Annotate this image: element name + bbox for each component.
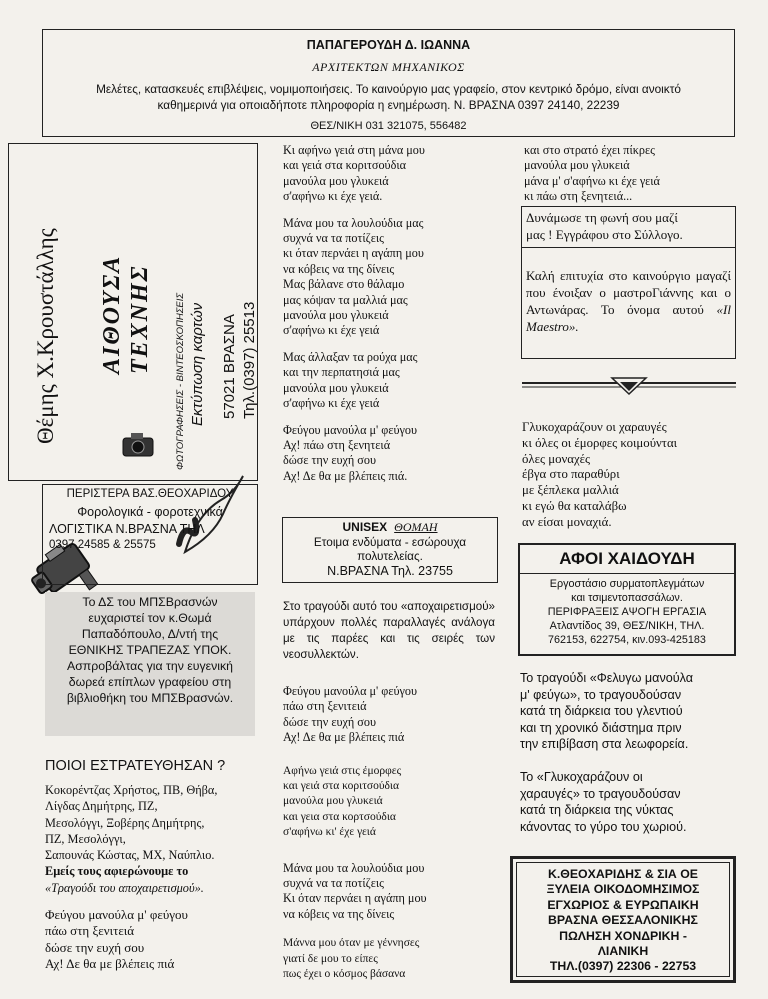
info-line: την επιβίβαση στα λεωφορεία. bbox=[520, 737, 689, 752]
song-line: και γεια στα κορτσούδια bbox=[283, 810, 396, 823]
theocharidis-line: ΛΙΑΝΙΚΗ bbox=[597, 944, 649, 959]
architect-ad bbox=[42, 29, 735, 137]
song-line: Μάνα μου τα λουλούδια μας bbox=[283, 215, 424, 230]
song-line: γιατί δε μου το είπες bbox=[283, 952, 378, 965]
membership-line-2: μας ! Εγγράφου στο Σύλλογο. bbox=[526, 227, 683, 242]
soldier-line: Λίγδας Δημήτρης, ΠΖ, bbox=[45, 799, 158, 814]
song-line: Αχ! πάω στη ξενητειά bbox=[283, 437, 391, 452]
dedication-line-1: Εμείς τους αφιερώνουμε το bbox=[45, 864, 189, 879]
soldiers-list bbox=[45, 782, 217, 896]
photo-studio-ad bbox=[8, 143, 258, 481]
haidoudi-line-5: 762153, 622754, κιν.093-425183 bbox=[548, 634, 706, 646]
membership-line-1: Δυνάμωσε τη φωνή σου μαζί bbox=[526, 210, 678, 225]
song-line: μανούλα μου γλυκειά bbox=[283, 173, 389, 188]
architect-description-2: καθημερινά για οποιαδήποτε πληροφορία η ενημέρωση. Ν. ΒΡΑΣΝΑ 0397 24140, 22239 bbox=[157, 98, 620, 112]
song-line: Φεύγου μανούλα μ' φεύγου bbox=[283, 684, 417, 698]
song-line: μάνα μ' σ'αφήνω κι έχε γειά bbox=[524, 173, 660, 188]
unisex-line-2: πολυτελείας. bbox=[357, 549, 423, 563]
soldiers-heading: ΠΟΙΟΙ ΕΣΤΡΑΤΕΥΘΗΣΑΝ ? bbox=[45, 758, 226, 774]
song-line: συχνά να τα ποτίζεις bbox=[283, 231, 384, 246]
song-line: Μας βάλανε στο θάλαμο bbox=[283, 277, 405, 292]
song-line: να κόβεις να της δίνεις bbox=[283, 906, 395, 921]
photo-address: 57021 ΒΡΑΣΝΑ bbox=[221, 314, 238, 419]
divider-arrow-icon bbox=[522, 374, 736, 396]
song-line: Μάνα μου τα λουλούδια μου bbox=[283, 860, 425, 875]
unisex-line-1: Ετοιμα ενδύματα - εσώρουχα bbox=[313, 535, 467, 549]
song-line: Αφήνω γειά στις έμορφες bbox=[283, 764, 402, 777]
hall-title-2: ΤΕΧΝΗΣ bbox=[127, 264, 153, 374]
poem-line: έβγα στο παραθύρι bbox=[522, 467, 620, 482]
haidoudi-line-1: Εργοστάσιο συρματοπλεγμάτων bbox=[549, 578, 705, 590]
accounting-ad bbox=[42, 484, 258, 585]
theocharidis-inner bbox=[516, 862, 730, 977]
poem-line: αν είσαι μοναχιά. bbox=[522, 514, 612, 529]
song-line: Αχ! Δε θα με βλέπεις πιά bbox=[283, 730, 405, 745]
haidoudi-title: ΑΦΟΙ ΧΑΙΔΟΥΔΗ bbox=[559, 549, 695, 568]
theocharidis-ad bbox=[510, 856, 736, 983]
info-line: και τη χρονικό διάστημα πριν bbox=[520, 720, 682, 735]
unisex-title-row bbox=[283, 520, 497, 535]
poem-line: με ξέπλεκα μαλλιά bbox=[522, 483, 619, 498]
theocharidis-line: ΠΩΛΗΣΗ ΧΟΝΔΡΙΚΗ - bbox=[559, 928, 687, 943]
song-line: συχνά να τα ποτίζεις bbox=[283, 876, 384, 891]
theocharidis-line: ΕΓΧΩΡΙΟΣ & ΕΥΡΩΠΑΙΚΗ bbox=[547, 897, 699, 912]
song-line: μανούλα μου γλυκειά bbox=[524, 158, 630, 173]
accounting-line: ΛΟΓΙΣΤΙΚΑ Ν.ΒΡΑΣΝΑ ΤΗΛ bbox=[49, 522, 205, 536]
haidoudi-line-2: και τσιμεντοπασσάλων. bbox=[571, 592, 683, 604]
architect-name: ΠΑΠΑΓΕΡΟΥΔΗ Δ. ΙΩΑΝΝΑ bbox=[306, 38, 471, 52]
farewell-song-continued bbox=[524, 143, 660, 205]
shop-name: «Il Maestro». bbox=[526, 302, 731, 334]
thanks-note bbox=[45, 592, 255, 736]
soldier-line: ΠΖ, Μεσολόγγι, bbox=[45, 831, 126, 846]
verse-line: πάω στη ξενιτειά bbox=[45, 923, 135, 939]
song-line: και γειά στα κοριτσούδια bbox=[283, 780, 400, 793]
theocharidis-line: ΤΗΛ.(0397) 22306 - 22753 bbox=[549, 959, 697, 974]
song-variations-note: Στο τραγούδι αυτό του «αποχαιρετισμού» υπάρχουν πολλές παραλλαγές ανάλογα με τις παρέες και τις σειρές των νεοσυλλεκτών. bbox=[283, 600, 495, 661]
song-line: μας κόψαν τα μαλλιά μας bbox=[283, 292, 408, 307]
thanks-line: ευχαριστεί τον κ.Θωμά bbox=[88, 611, 212, 625]
thanks-line: Παπαδόπουλο, Δ/ντή της bbox=[81, 627, 219, 641]
song-line: πως έχει ο κόσμος βάσανα bbox=[283, 968, 406, 981]
song-line: κι όταν περνάει η αγάπη μου bbox=[283, 246, 424, 261]
membership-box bbox=[521, 206, 736, 359]
farewell-song-upper bbox=[283, 143, 425, 495]
accounting-services: Φορολογικά - φοροτεχνικά bbox=[77, 505, 223, 519]
photo-services: ΦΩΤΟΓΡΑΦΗΣΕΙΣ - ΒΙΝΤΕΟΣΚΟΠΗΣΕΙΣ bbox=[175, 292, 186, 470]
song-line: να κόβεις να της δίνεις bbox=[283, 261, 395, 276]
architect-phone-thessaloniki: ΘΕΣ/ΝΙΚΗ 031 321075, 556482 bbox=[310, 120, 467, 132]
song-line: και την περπατησιά μας bbox=[283, 365, 400, 380]
thanks-line: Το ΔΣ του ΜΠΣΒρασνών bbox=[82, 595, 218, 609]
song-line: δώσε την ευχή σου bbox=[283, 714, 377, 729]
song-line: κι πάω στη ξενητειά... bbox=[524, 189, 633, 204]
song-line: σ'αφήνω κι' έχε γειά bbox=[283, 826, 376, 839]
poem-line: κι όλες οι έμορφες κοιμούνται bbox=[522, 435, 678, 450]
theocharidis-line: Κ.ΘΕΟΧΑΡΙΔΗΣ & ΣΙΑ ΟΕ bbox=[547, 867, 698, 881]
info-line: κάνοντας το γύρο του χωριού. bbox=[520, 819, 687, 834]
poem-line: όλες μοναχές bbox=[522, 451, 591, 466]
thanks-line: ΕΘΝΙΚΗΣ ΤΡΑΠΕΖΑΣ ΥΠΟΚ. bbox=[68, 643, 232, 657]
haidoudi-ad bbox=[518, 543, 736, 656]
song-line: πάω στη ξενιτειά bbox=[283, 699, 367, 714]
haidoudi-line-4: Ατλαντίδος 39, ΘΕΣ/ΝΙΚΗ, ΤΗΛ. bbox=[549, 620, 705, 632]
song-line: και γειά στα κοριτσούδια bbox=[283, 158, 406, 173]
song-line: σ'αφήνω κι έχε γειά. bbox=[283, 189, 383, 204]
camera-icon-small bbox=[121, 432, 155, 458]
architect-description-1: Μελέτες, κατασκευές επιβλέψεις, νομιμοποιήσεις. Το καινούργιο μας γραφείο, στον κεντρικό δρόμο, είναι ανοικτό bbox=[96, 82, 681, 96]
song-line: Κι αφήνω γειά στη μάνα μου bbox=[283, 143, 425, 157]
song-line: δώσε την ευχή σου bbox=[283, 453, 377, 468]
thanks-line: δωρεά επίπλων γραφείου στη bbox=[68, 675, 232, 689]
song-line: μανούλα μου γλυκειά bbox=[283, 308, 389, 323]
poem-line: Γλυκοχαράζουν οι χαραυγές bbox=[522, 420, 667, 434]
theocharidis-line: ΞΥΛΕΙΑ ΟΙΚΟΔΟΜΗΣΙΜΟΣ bbox=[546, 882, 700, 897]
poem-line: κι εγώ θα καταλάβω bbox=[522, 498, 627, 513]
info-line: χαραυγές» το τραγουδούσαν bbox=[520, 786, 681, 801]
soldier-line: Μεσολόγγι, Ξοβέρης Δημήτρης, bbox=[45, 815, 205, 830]
unisex-brand: ΘΟΜΑΗ bbox=[394, 520, 438, 534]
architect-profession: ΑΡΧΙΤΕΚΤΩΝ ΜΗΧΑΝΙΚΟΣ bbox=[312, 60, 465, 74]
song-line: Μας άλλαξαν τα ρούχα μας bbox=[283, 349, 418, 364]
soldiers-verse bbox=[45, 907, 188, 972]
soldier-line: Σαπουνάς Κώστας, ΜΧ, Ναύπλιο. bbox=[45, 848, 215, 863]
haidoudi-line-3: ΠΕΡΙΦΡΑΞΕΙΣ ΑΨΟΓΗ ΕΡΓΑΣΙΑ bbox=[547, 606, 707, 618]
unisex-title: UNISEX bbox=[342, 520, 388, 534]
song-line: μανούλα μου γλυκειά bbox=[283, 380, 389, 395]
theocharidis-line: ΒΡΑΣΝΑ ΘΕΣΣΑΛΟΝΙΚΗΣ bbox=[548, 913, 698, 928]
new-shop-wish-text: Καλή επιτυχία στο καινούργιο μαγαζί που ένοιξαν ο μαστροΓιάννης και ο Αντωνάρας. Το όνομα αυτού bbox=[526, 268, 731, 317]
unisex-ad bbox=[282, 517, 498, 583]
verse-line: δώσε την ευχή σου bbox=[45, 939, 145, 955]
accountant-name: ΠΕΡΙΣΤΕΡΑ ΒΑΣ.ΘΕΟΧΑΡΙΔΟΥ bbox=[66, 488, 234, 500]
info-line: Το «Γλυκοχαράζουν οι bbox=[520, 769, 643, 784]
info-spacer bbox=[520, 753, 693, 769]
thanks-line: βιβλιοθήκη του ΜΠΣΒρασνών. bbox=[66, 691, 234, 705]
song-line: μανούλα μου γλυκειά bbox=[283, 795, 383, 808]
info-line: κατά τη διάρκεια της νύκτας bbox=[520, 803, 674, 818]
song-line: Μάννα μου όταν με γέννησες bbox=[283, 937, 420, 950]
unisex-line-3: Ν.ΒΡΑΣΝΑ Τηλ. 23755 bbox=[327, 564, 453, 578]
song-line: Φεύγου μανούλα μ' φεύγου bbox=[283, 422, 417, 437]
camera-icon bbox=[27, 494, 28, 495]
info-line: μ' φεύγω», το τραγουδούσαν bbox=[520, 687, 682, 702]
farewell-song-lower bbox=[283, 684, 427, 994]
song-line: Αχ! Δε θα με βλέπεις πιά. bbox=[283, 468, 408, 483]
song-line: και στο στρατό έχει πίκρες bbox=[524, 143, 655, 157]
info-line: Το τραγούδι «Φελυγω μανούλα bbox=[520, 671, 694, 685]
verse-line: Αχ! Δε θα με βλέπεις πιά bbox=[45, 955, 175, 971]
song-line: Κι όταν περνάει η αγάπη μου bbox=[283, 891, 427, 906]
hall-title-1: ΑΙΘΟΥΣΑ bbox=[99, 254, 125, 374]
membership-divider bbox=[522, 247, 735, 248]
dedication-line-2: «Τραγούδι του αποχαιρετισμού». bbox=[45, 880, 204, 895]
card-printing: Εκτύπωση καρτών bbox=[189, 302, 206, 426]
accounting-phones: 0397 24585 & 25575 bbox=[49, 539, 156, 551]
song-line: σ'αφήνω κι έχε γειά bbox=[283, 396, 380, 411]
thanks-line: Ασπροβάλτας για την ευγενική bbox=[67, 659, 233, 673]
photographer-name: Θέμης Χ.Κρουστάλλης bbox=[33, 228, 58, 444]
photo-phone: Τηλ.(0397) 25513 bbox=[241, 301, 258, 419]
song-line: σ'αφήνω κι έχε γειά bbox=[283, 323, 380, 338]
soldier-line: Κοκορέντζας Χρήστος, ΠΒ, Θήβα, bbox=[45, 783, 218, 797]
dawn-poem bbox=[522, 420, 677, 531]
song-info bbox=[520, 670, 693, 835]
info-line: κατά τη διάρκεια του γλεντιού bbox=[520, 704, 683, 719]
new-shop-wish bbox=[526, 267, 731, 335]
verse-line: Φεύγου μανούλα μ' φεύγου bbox=[45, 907, 188, 922]
haidoudi-title-divider bbox=[520, 573, 734, 574]
